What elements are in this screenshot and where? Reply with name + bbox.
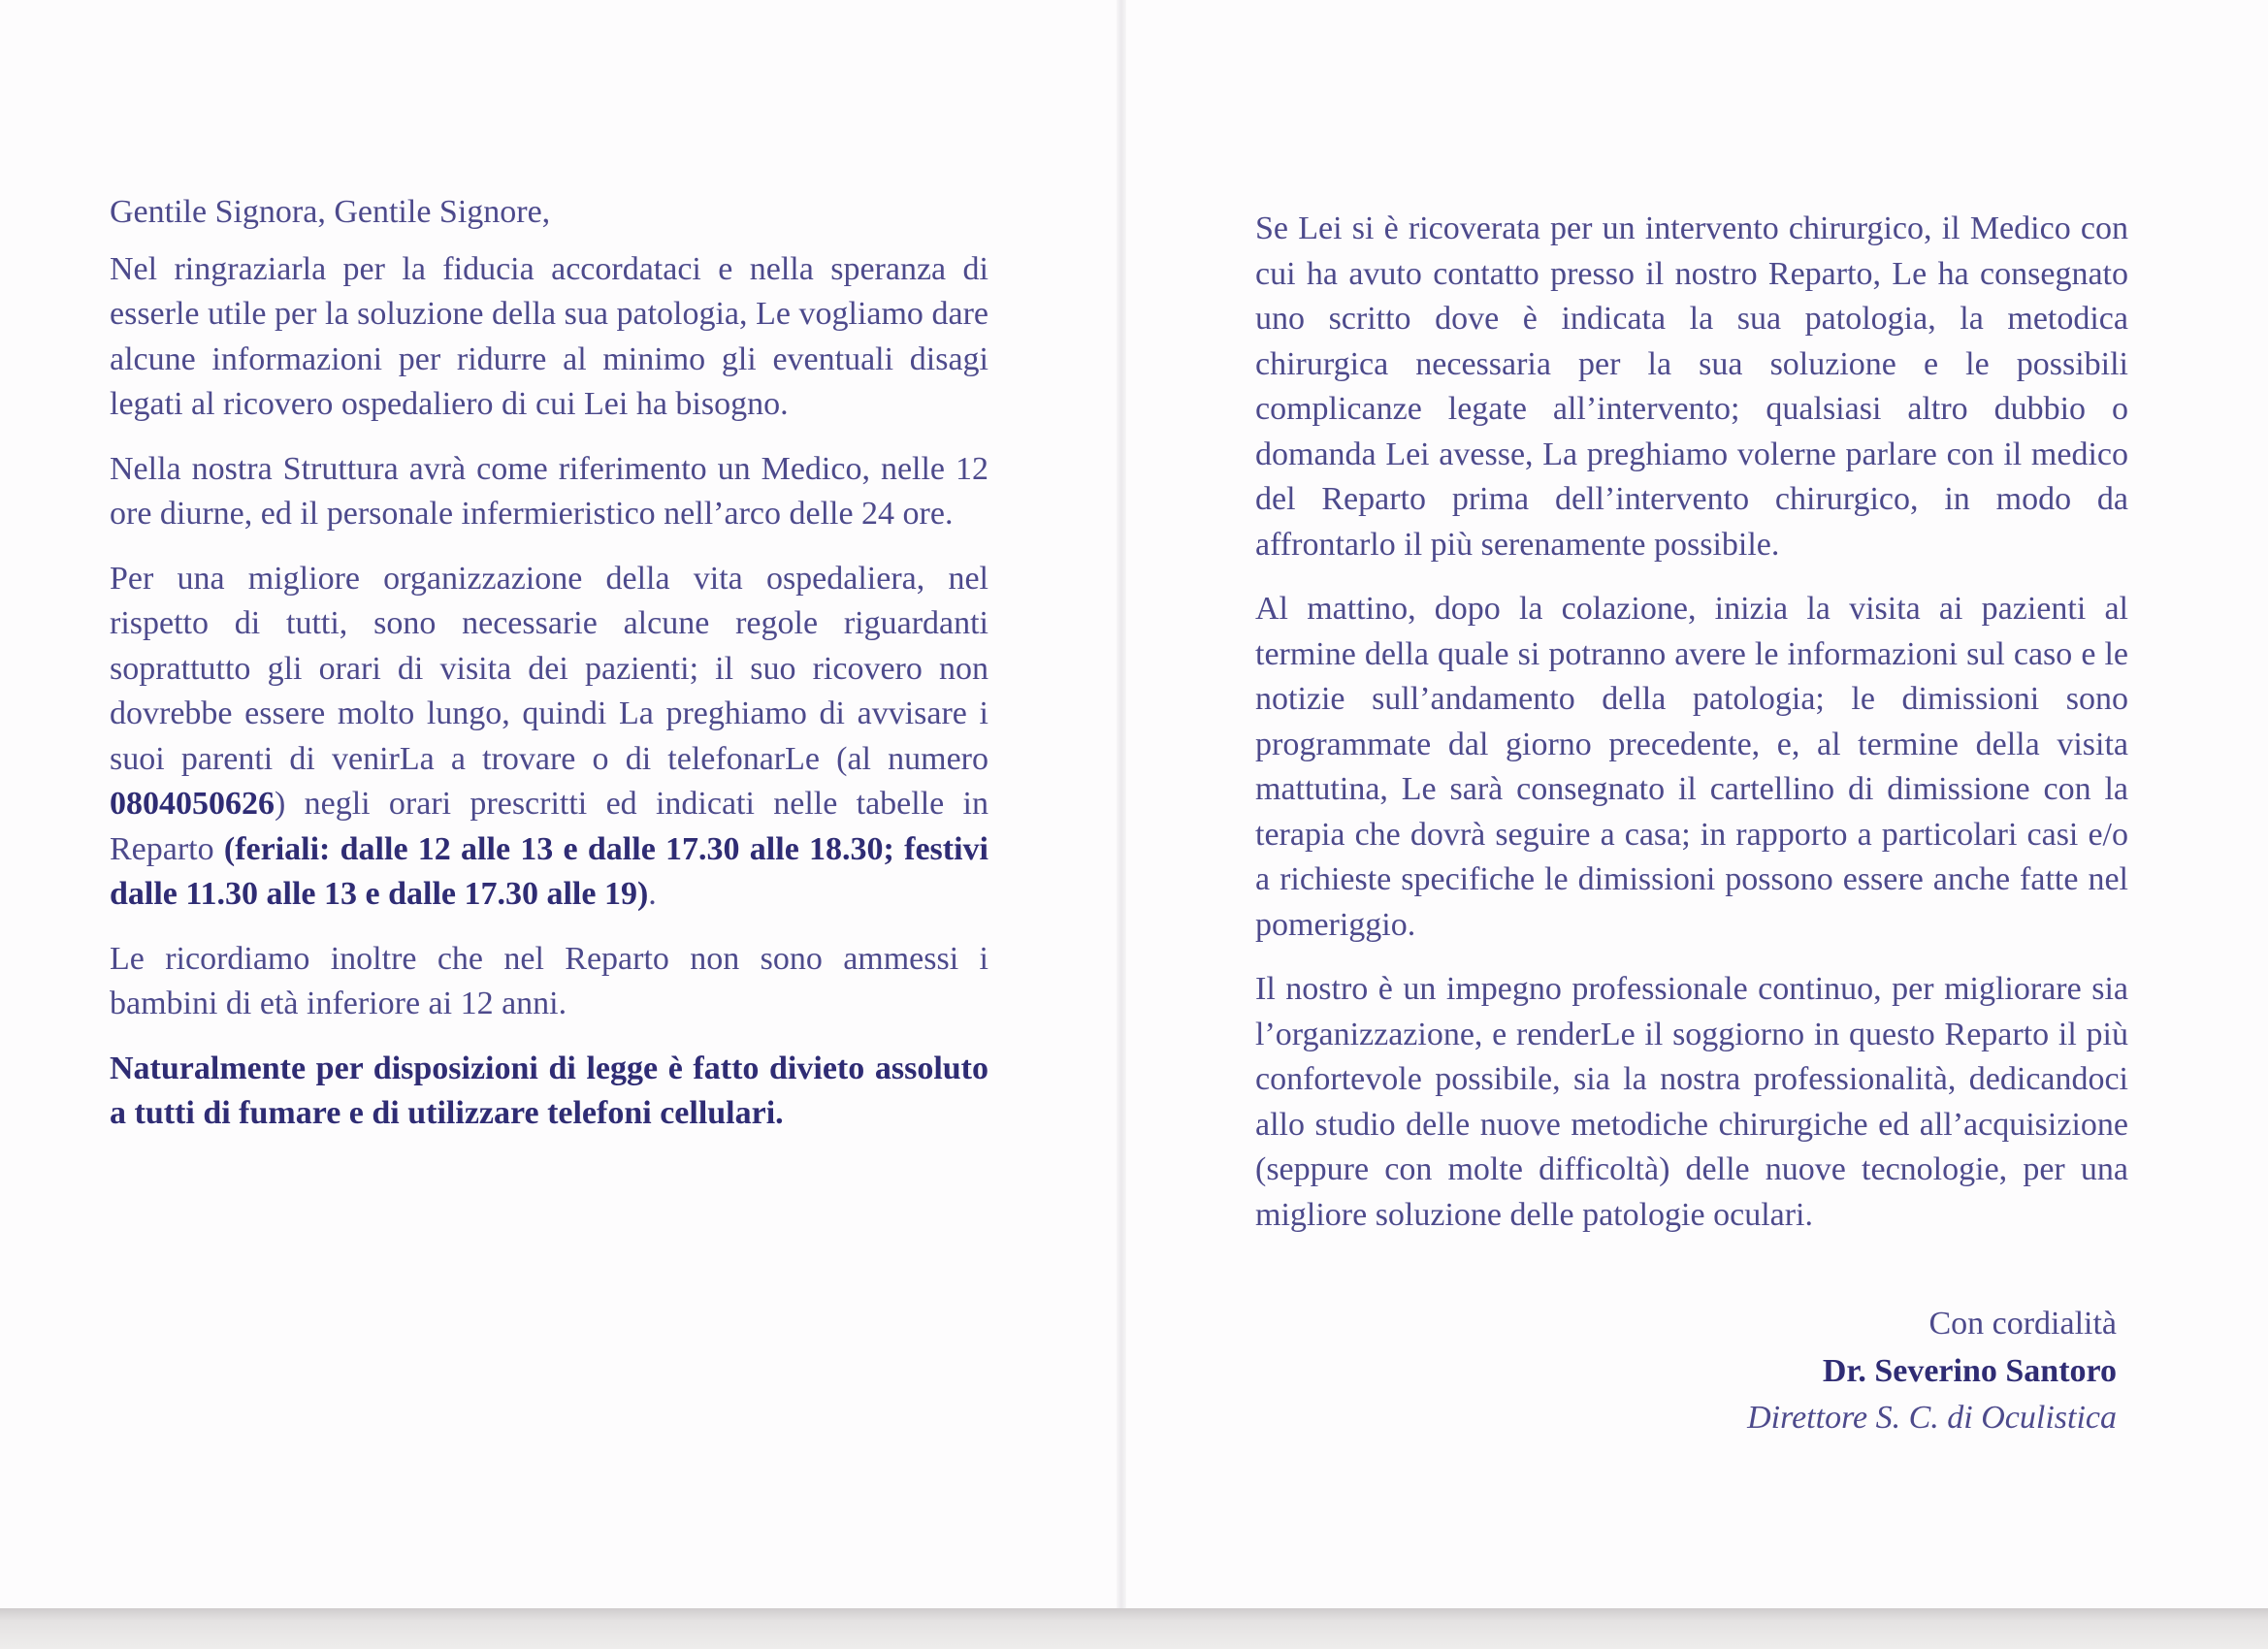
signature-title: Direttore S. C. di Oculistica (1747, 1400, 2117, 1436)
left-page (110, 190, 988, 1156)
paragraph-smoking-ban: Naturalmente per disposizioni di legge è fatto divieto assoluto a tutti di fumare e di utilizzare telefoni cellulari. (110, 1050, 988, 1131)
page-fold (1117, 0, 1126, 1608)
paragraph-morning-visit: Al mattino, dopo la colazione, inizia la visita ai pazienti al termine della quale si potranno avere le informazioni sul caso e le notizie sull’andamento della patologia; le dimissioni sono programmate dal giorno precedente, e, al termine della visita mattutina, Le sarà consegnato il cartellino di dimissione con la terapia che dovrà seguire a casa; in rapporto a particolari casi e/o a richieste specifiche le dimissioni possono essere anche fatte nel pomeriggio. (1255, 591, 2128, 943)
signature-block (1649, 1302, 2117, 1443)
paragraph-commitment: Il nostro è un impegno professionale continuo, per migliorare sia l’organizzazione, e renderLe il soggiorno in questo Reparto il più confortevole possibile, sia la nostra professionalità, dedicandoci allo studio delle nuove metodiche chirurgiche ed all’acquisizione (seppure con molte difficoltà) delle nuove tecnologie, per una migliore soluzione delle patologie oculari. (1255, 971, 2128, 1233)
phone-number: 0804050626 (110, 786, 275, 822)
paragraph-intro: Nel ringraziarla per la fiducia accordataci e nella speranza di esserle utile per la soluzione della sua patologia, Le vogliamo dare alcune informazioni per ridurre al minimo gli eventuali disagi legati al ricovero ospedaliero di cui Lei ha bisogno. (110, 250, 988, 422)
visiting-hours: (feriali: dalle 12 alle 13 e dalle 17.30 alle 18.30; festivi dalle 11.30 alle 13 e dalle 17.30 alle 19) (110, 830, 988, 912)
visiting-rules-text-cont: ) negli orari prescritti ed indicati nelle tabelle in Reparto (110, 786, 988, 867)
paragraph-reference-doctor: Nella nostra Struttura avrà come riferimento un Medico, nelle 12 ore diurne, ed il personale infermieristico nell’arco delle 24 ore. (110, 450, 988, 532)
paragraph-visiting-rules (110, 557, 988, 918)
closing-salutation: Con cordialità (1928, 1306, 2117, 1342)
visiting-rules-end: . (648, 876, 657, 912)
right-page (1255, 207, 2128, 1257)
paragraph-children-rule: Le ricordiamo inoltre che nel Reparto non sono ammessi i bambini di età inferiore ai 12 anni. (110, 940, 988, 1021)
scan-bottom-edge (0, 1608, 2268, 1649)
greeting: Gentile Signora, Gentile Signore, (110, 194, 551, 230)
signature-name: Dr. Severino Santoro (1822, 1352, 2117, 1389)
paragraph-surgery-info: Se Lei si è ricoverata per un intervento chirurgico, il Medico con cui ha avuto contatto presso il nostro Reparto, Le ha consegnato uno scritto dove è indicata la sua patologia, la metodica chirurgica necessaria per la sua soluzione e le possibili complicanze legate all’intervento; qualsiasi altro dubbio o domanda Lei avesse, La preghiamo volerne parlare con il medico del Reparto prima dell’intervento chirurgico, in modo da affrontarlo il più serenamente possibile. (1255, 210, 2128, 563)
visiting-rules-text: Per una migliore organizzazione della vita ospedaliera, nel rispetto di tutti, sono necessarie alcune regole riguardanti soprattutto gli orari di visita dei pazienti; il suo ricovero non dovrebbe essere molto lungo, quindi La preghiamo di avvisare i suoi parenti di venirLa a trovare o di telefonarLe (al numero (110, 560, 988, 777)
